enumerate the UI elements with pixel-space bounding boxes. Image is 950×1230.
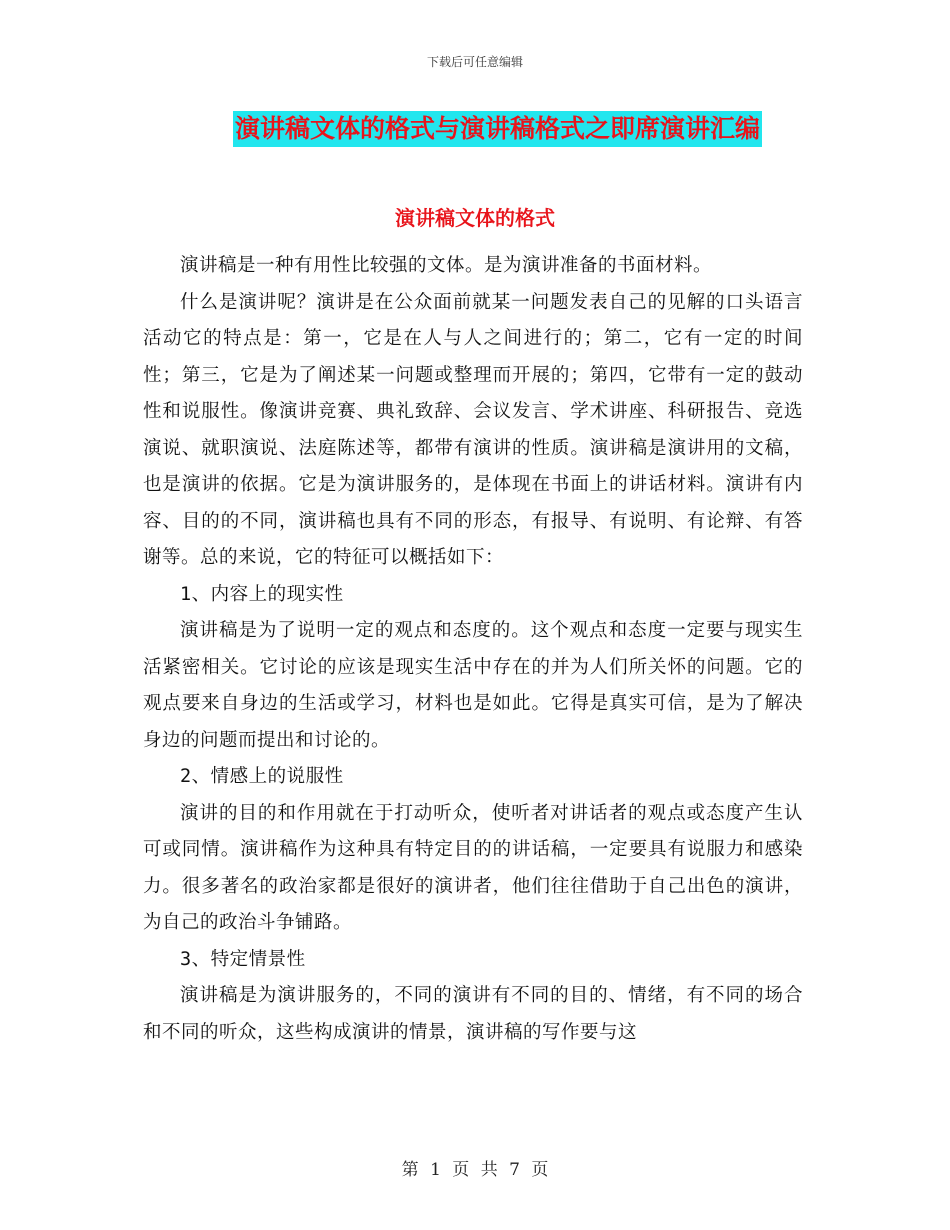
list-heading: 1、内容上的现实性 <box>180 583 344 605</box>
header-note: 下载后可任意编辑 <box>426 55 523 69</box>
paragraph: 演讲稿是为演讲服务的，不同的演讲有不同的目的、情绪，有不同的场合和不同的听众，这些构成演讲的情景，演讲稿的写作要与这 <box>143 985 803 1043</box>
main-title: 演讲稿文体的格式与演讲稿格式之即席演讲汇编 <box>233 111 762 147</box>
document-body <box>143 248 803 1051</box>
section-title: 演讲稿文体的格式 <box>395 206 555 230</box>
paragraph: 什么是演讲呢？演讲是在公众面前就某一问题发表自己的见解的口头语言活动它的特点是：第一，它是在人与人之间进行的；第二，它有一定的时间性；第三，它是为了阐述某一问题或整理而开展的；第四，它带有一定的鼓动性和说服性。像演讲竞赛、典礼致辞、会议发言、学术讲座、科研报告、竞选演说、就职演说、法庭陈述等，都带有演讲的性质。演讲稿是演讲用的文稿，也是演讲的依据。它是为演讲服务的，是体现在书面上的讲话材料。演讲有内容、目的的不同，演讲稿也具有不同的形态，有报导、有说明、有论辩、有答谢等。总的来说，它的特征可以概括如下： <box>143 291 803 568</box>
paragraph: 演讲稿是为了说明一定的观点和态度的。这个观点和态度一定要与现实生活紧密相关。它讨论的应该是现实生活中存在的并为人们所关怀的问题。它的观点要来自身边的生活或学习，材料也是如此。它得是真实可信，是为了解决身边的问题而提出和讨论的。 <box>143 620 803 751</box>
list-heading: 3、特定情景性 <box>180 948 306 970</box>
main-title-container <box>0 111 950 147</box>
paragraph: 演讲的目的和作用就在于打动听众，使听者对讲话者的观点或态度产生认可或同情。演讲稿作为这种具有特定目的的讲话稿，一定要具有说服力和感染力。很多著名的政治家都是很好的演讲者，他们往往借助于自己出色的演讲，为自己的政治斗争铺路。 <box>143 802 803 933</box>
page-number-footer: 第 1 页 共 7 页 <box>401 1160 549 1180</box>
paragraph: 演讲稿是一种有用性比较强的文体。是为演讲准备的书面材料。 <box>180 255 713 276</box>
list-heading: 2、情感上的说服性 <box>180 766 344 787</box>
